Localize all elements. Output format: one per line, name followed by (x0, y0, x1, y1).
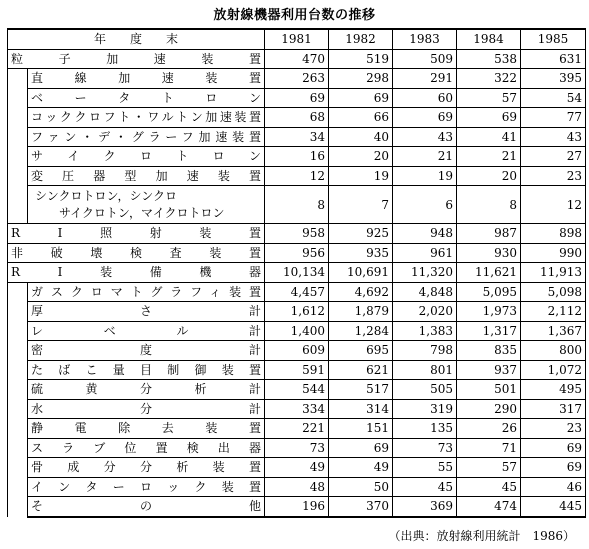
value-cell: 4,457 (265, 282, 329, 302)
value-cell: 322 (457, 69, 521, 89)
table-row (8, 127, 586, 147)
value-cell: 57 (457, 88, 521, 108)
value-cell: 12 (265, 166, 329, 186)
value-cell: 23 (521, 166, 586, 186)
value-cell: 937 (457, 360, 521, 380)
value-cell: 135 (393, 419, 457, 439)
table-row (8, 224, 586, 244)
equipment-table (7, 28, 586, 518)
value-cell: 7 (329, 186, 393, 224)
value-cell: 961 (393, 243, 457, 263)
year-header: 1983 (393, 29, 457, 49)
table-row (8, 477, 586, 497)
value-cell: 925 (329, 224, 393, 244)
value-cell: 221 (265, 419, 329, 439)
value-cell: 45 (393, 477, 457, 497)
value-cell: 1,284 (329, 321, 393, 341)
table-row (8, 399, 586, 419)
value-cell: 930 (457, 243, 521, 263)
subcategory-label-line1: シンクロトロン，シンクロ (35, 188, 177, 203)
value-cell: 800 (521, 341, 586, 361)
value-cell: 43 (393, 127, 457, 147)
value-cell: 8 (457, 186, 521, 224)
value-cell: 69 (329, 88, 393, 108)
header-row (8, 29, 586, 49)
subcategory-label: 厚 さ 計 (28, 302, 265, 322)
value-cell: 4,848 (393, 282, 457, 302)
table-row (8, 108, 586, 128)
subcategory-label: イ ン タ ー ロ ッ ク 装 置 (28, 477, 265, 497)
value-cell: 1,973 (457, 302, 521, 322)
value-cell: 5,098 (521, 282, 586, 302)
year-header: 1985 (521, 29, 586, 49)
value-cell: 517 (329, 380, 393, 400)
value-cell: 956 (265, 243, 329, 263)
table-row (8, 458, 586, 478)
subcategory-label: ス ラ ブ 位 置 検 出 器 (28, 438, 265, 458)
value-cell: 43 (521, 127, 586, 147)
value-cell: 501 (457, 380, 521, 400)
value-cell: 1,612 (265, 302, 329, 322)
subcategory-label: た ば こ 量 目 制 御 装 置 (28, 360, 265, 380)
value-cell: 48 (265, 477, 329, 497)
value-cell: 26 (457, 419, 521, 439)
value-cell: 695 (329, 341, 393, 361)
value-cell: 958 (265, 224, 329, 244)
value-cell: 474 (457, 497, 521, 517)
value-cell: 16 (265, 147, 329, 167)
subcategory-label: 静 電 除 去 装 置 (28, 419, 265, 439)
value-cell: 621 (329, 360, 393, 380)
table-row (8, 166, 586, 186)
value-cell: 1,072 (521, 360, 586, 380)
value-cell: 21 (457, 147, 521, 167)
table-row (8, 438, 586, 458)
value-cell: 263 (265, 69, 329, 89)
value-cell: 69 (457, 108, 521, 128)
value-cell: 798 (393, 341, 457, 361)
value-cell: 5,095 (457, 282, 521, 302)
value-cell: 835 (457, 341, 521, 361)
value-cell: 1,317 (457, 321, 521, 341)
value-cell: 20 (457, 166, 521, 186)
value-cell: 151 (329, 419, 393, 439)
value-cell: 1,367 (521, 321, 586, 341)
subcategory-label: 水 分 計 (28, 399, 265, 419)
value-cell: 27 (521, 147, 586, 167)
value-cell: 11,320 (393, 263, 457, 283)
value-cell: 544 (265, 380, 329, 400)
indent-cell (8, 282, 28, 517)
value-cell: 66 (329, 108, 393, 128)
value-cell: 1,879 (329, 302, 393, 322)
subcategory-label-line2: サイクロトン，マイクロトロン (59, 205, 225, 220)
value-cell: 49 (265, 458, 329, 478)
value-cell: 77 (521, 108, 586, 128)
value-cell: 609 (265, 341, 329, 361)
subcategory-label: そ の 他 (28, 497, 265, 517)
table-row (8, 49, 586, 69)
subcategory-label: コッククロフト・ワルトン加速装置 (28, 108, 265, 128)
value-cell: 591 (265, 360, 329, 380)
category-label: 粒 子 加 速 装 置 (8, 49, 265, 69)
value-cell: 801 (393, 360, 457, 380)
value-cell: 987 (457, 224, 521, 244)
value-cell: 505 (393, 380, 457, 400)
value-cell: 495 (521, 380, 586, 400)
value-cell: 370 (329, 497, 393, 517)
value-cell: 55 (393, 458, 457, 478)
table-row (8, 69, 586, 89)
value-cell: 50 (329, 477, 393, 497)
subcategory-label: レ ベ ル 計 (28, 321, 265, 341)
table-row (8, 88, 586, 108)
value-cell: 8 (265, 186, 329, 224)
year-header: 1981 (265, 29, 329, 49)
subcategory-label: 変 圧 器 型 加 速 装 置 (28, 166, 265, 186)
value-cell: 10,134 (265, 263, 329, 283)
value-cell: 69 (393, 108, 457, 128)
value-cell: 71 (457, 438, 521, 458)
value-cell: 948 (393, 224, 457, 244)
value-cell: 73 (265, 438, 329, 458)
value-cell: 11,621 (457, 263, 521, 283)
value-cell: 631 (521, 49, 586, 69)
year-header: 1984 (457, 29, 521, 49)
value-cell: 19 (329, 166, 393, 186)
source-note: （出典：放射線利用統計 1986） (388, 529, 575, 543)
table-title: 放射線機器利用台数の推移 (213, 8, 376, 23)
table-row (8, 186, 586, 224)
value-cell: 45 (457, 477, 521, 497)
category-label: 非 破 壊 検 査 装 置 (8, 243, 265, 263)
table-row (8, 360, 586, 380)
table-row (8, 263, 586, 283)
subcategory-label: 密 度 計 (28, 341, 265, 361)
value-cell: 69 (329, 438, 393, 458)
subcategory-label: ベ ー タ ト ロ ン (28, 88, 265, 108)
value-cell: 41 (457, 127, 521, 147)
value-cell: 12 (521, 186, 586, 224)
value-cell: 46 (521, 477, 586, 497)
value-cell: 1,383 (393, 321, 457, 341)
category-label: R I 照 射 装 置 (8, 224, 265, 244)
value-cell: 196 (265, 497, 329, 517)
value-cell: 334 (265, 399, 329, 419)
value-cell: 509 (393, 49, 457, 69)
indent-cell (8, 69, 28, 224)
table-row (8, 419, 586, 439)
value-cell: 470 (265, 49, 329, 69)
value-cell: 990 (521, 243, 586, 263)
value-cell: 935 (329, 243, 393, 263)
value-cell: 369 (393, 497, 457, 517)
value-cell: 319 (393, 399, 457, 419)
subcategory-label: 硫 黄 分 析 計 (28, 380, 265, 400)
value-cell: 23 (521, 419, 586, 439)
value-cell: 445 (521, 497, 586, 517)
value-cell: 10,691 (329, 263, 393, 283)
table-row (8, 321, 586, 341)
value-cell: 60 (393, 88, 457, 108)
value-cell: 898 (521, 224, 586, 244)
value-cell: 34 (265, 127, 329, 147)
value-cell: 290 (457, 399, 521, 419)
value-cell: 4,692 (329, 282, 393, 302)
value-cell: 298 (329, 69, 393, 89)
subcategory-label: ガスクロマトグラフィ装置 (28, 282, 265, 302)
value-cell: 69 (265, 88, 329, 108)
table-row (8, 282, 586, 302)
value-cell: 519 (329, 49, 393, 69)
table-row (8, 243, 586, 263)
subcategory-label (28, 186, 265, 224)
table-row (8, 147, 586, 167)
value-cell: 291 (393, 69, 457, 89)
table-row (8, 341, 586, 361)
year-header: 1982 (329, 29, 393, 49)
value-cell: 21 (393, 147, 457, 167)
header-label: 年 度 末 (8, 29, 265, 49)
value-cell: 317 (521, 399, 586, 419)
value-cell: 69 (521, 438, 586, 458)
table-row (8, 302, 586, 322)
value-cell: 19 (393, 166, 457, 186)
category-label: R I 装 備 機 器 (8, 263, 265, 283)
value-cell: 73 (393, 438, 457, 458)
value-cell: 2,112 (521, 302, 586, 322)
subcategory-label: サ イ ク ロ ト ロ ン (28, 147, 265, 167)
value-cell: 49 (329, 458, 393, 478)
value-cell: 69 (521, 458, 586, 478)
table-row (8, 497, 586, 517)
value-cell: 395 (521, 69, 586, 89)
value-cell: 1,400 (265, 321, 329, 341)
subcategory-label: ファン・デ・グラーフ加速装置 (28, 127, 265, 147)
value-cell: 57 (457, 458, 521, 478)
value-cell: 54 (521, 88, 586, 108)
value-cell: 11,913 (521, 263, 586, 283)
value-cell: 314 (329, 399, 393, 419)
value-cell: 40 (329, 127, 393, 147)
table-row (8, 380, 586, 400)
value-cell: 6 (393, 186, 457, 224)
subcategory-label: 骨 成 分 分 析 装 置 (28, 458, 265, 478)
value-cell: 68 (265, 108, 329, 128)
value-cell: 2,020 (393, 302, 457, 322)
subcategory-label: 直 線 加 速 装 置 (28, 69, 265, 89)
value-cell: 20 (329, 147, 393, 167)
value-cell: 538 (457, 49, 521, 69)
